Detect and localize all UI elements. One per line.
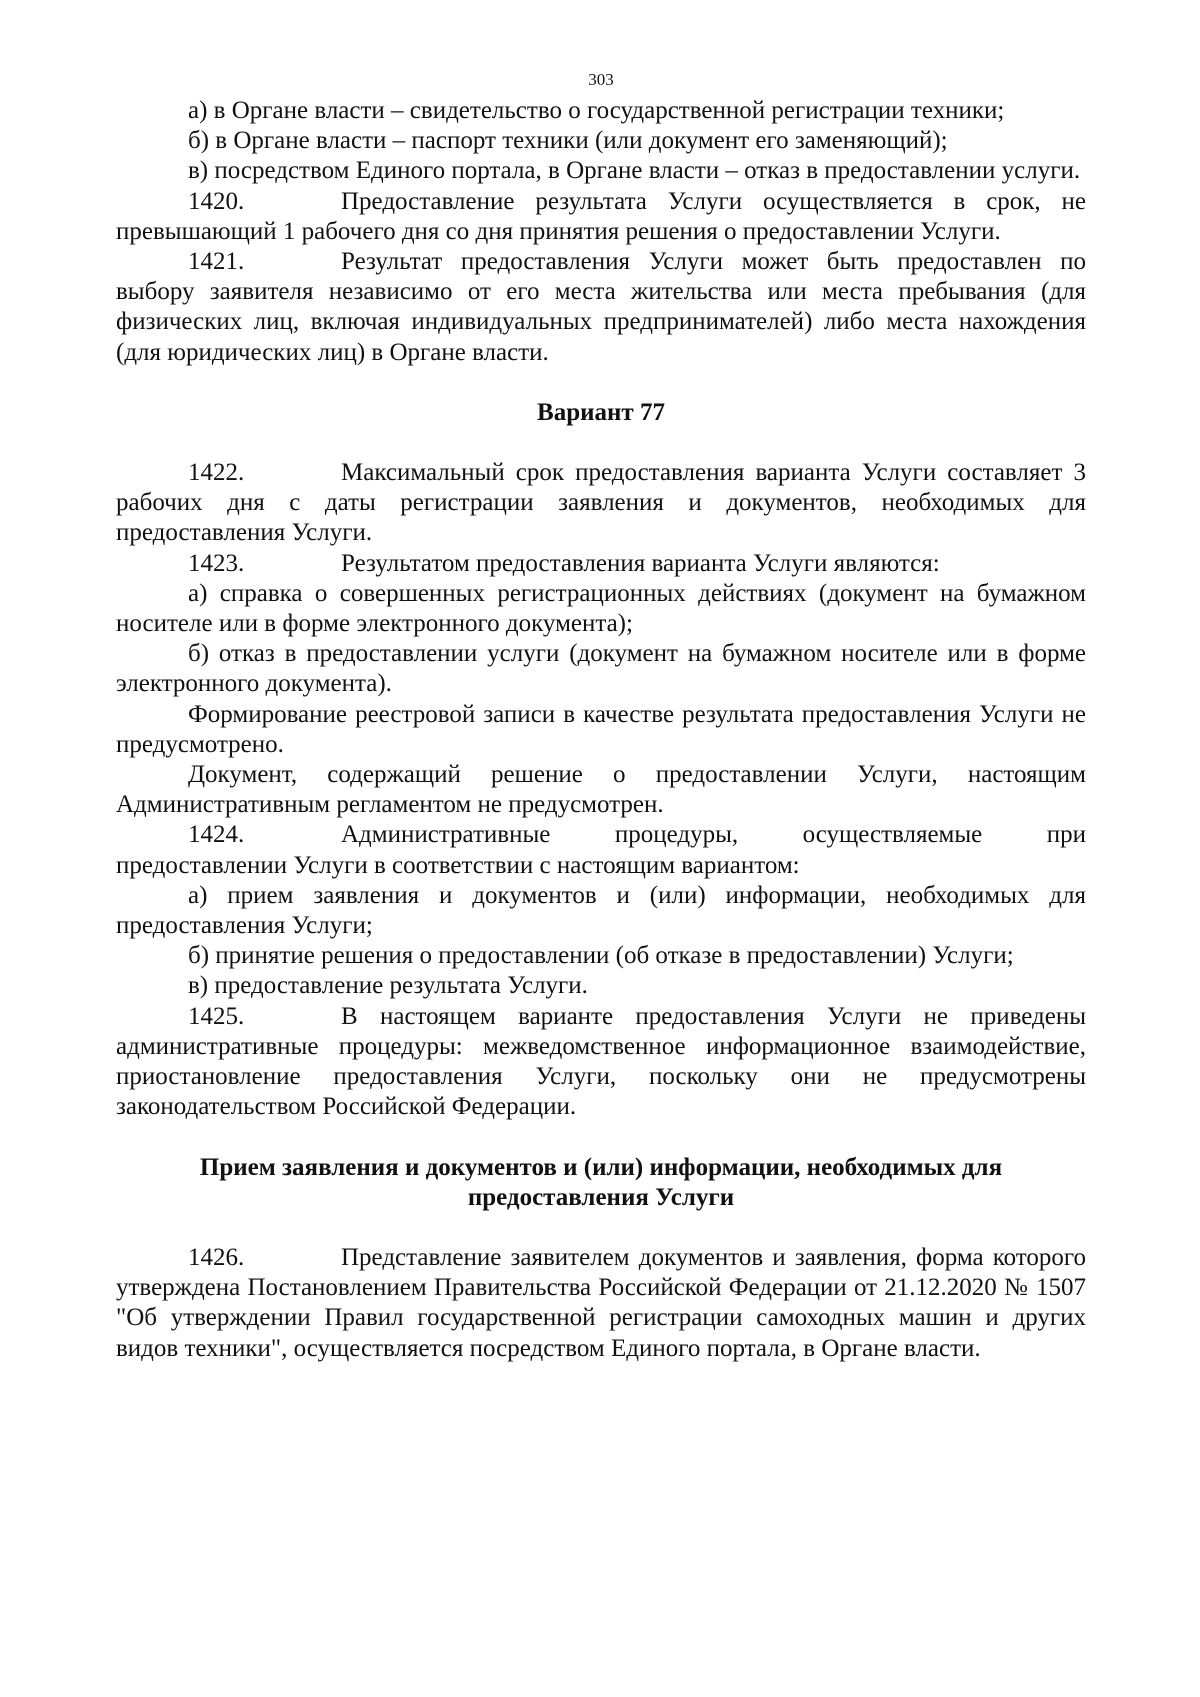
paragraph-number: 1422. [188, 459, 245, 487]
paragraph-text: Предоставление результата Услуги осуществляется в срок, не превышающий 1 рабочего дня со дня принятия решения о предоставлении Услуги. [116, 187, 1086, 245]
paragraph-number: 1421. [188, 248, 245, 276]
paragraph-text: Представление заявителем документов и заявления, форма которого утверждена Постановлением Правительства Российской Федерации от 21.12.2020 № 1507 "Об утверждении Правил государственной регистрации самоходных машин и других видов техники", осуществляется посредством Единого портала, в Органе власти. [116, 1243, 1086, 1362]
numbered-paragraph-1423 [116, 549, 1086, 579]
paragraph-number: 1426. [188, 1243, 245, 1271]
paragraph: Формирование реестровой записи в качестве результата предоставления Услуги не предусмотрено. [116, 700, 1086, 758]
page-number: 303 [588, 70, 614, 89]
numbered-paragraph-1424 [116, 820, 1086, 880]
heading-line: Прием заявления и документов и (или) информации, необходимых для [199, 1153, 1003, 1181]
paragraph-text: Административные процедуры, осуществляемые при предоставлении Услуги в соответствии с настоящим вариантом: [116, 821, 1086, 879]
document-page [116, 70, 1086, 1364]
numbered-paragraph-1420 [116, 187, 1086, 247]
paragraph: Документ, содержащий решение о предоставлении Услуги, настоящим Административным регламентом не предусмотрен. [116, 761, 1086, 819]
paragraph: б) отказ в предоставлении услуги (документ на бумажном носителе или в форме электронного документа). [116, 640, 1086, 698]
numbered-paragraph-1422 [116, 458, 1086, 549]
paragraph-number: 1425. [188, 1002, 245, 1030]
paragraph: в) посредством Единого портала, в Органе власти – отказ в предоставлении услуги. [188, 157, 1081, 185]
numbered-paragraph-1421 [116, 247, 1086, 368]
numbered-paragraph-1425 [116, 1002, 1086, 1123]
paragraph-text: Результатом предоставления варианта Услуги являются: [341, 549, 940, 577]
numbered-paragraph-1426 [116, 1243, 1086, 1364]
paragraph-text: Результат предоставления Услуги может быть предоставлен по выбору заявителя независимо от его места жительства или места пребывания (для физических лиц, включая индивидуальных предпринимателей) либо места нахождения (для юридических лиц) в Органе власти. [116, 248, 1086, 366]
paragraph-text: В настоящем варианте предоставления Услуги не приведены административные процедуры: межведомственное информационное взаимодействие, приостановление предоставления Услуги, поскольку они не предусмотрены законодательством Российской Федерации. [116, 1002, 1086, 1121]
paragraph: а) прием заявления и документов и (или) информации, необходимых для предоставления Услуги; [116, 881, 1086, 940]
paragraph-number: 1423. [188, 549, 245, 577]
paragraph: а) в Органе власти – свидетельство о государственной регистрации техники; [188, 97, 1005, 124]
paragraph: б) в Органе власти – паспорт техники (или документ его заменяющий); [188, 127, 948, 155]
paragraph: б) принятие решения о предоставлении (об отказе в предоставлении) Услуги; [188, 942, 1014, 970]
heading-line: предоставления Услуги [467, 1183, 735, 1211]
section-heading: Вариант 77 [537, 398, 665, 426]
paragraph-number: 1420. [188, 187, 245, 215]
section-heading [116, 1153, 1086, 1213]
paragraph: в) предоставление результата Услуги. [188, 972, 588, 1000]
paragraph: а) справка о совершенных регистрационных действиях (документ на бумажном носителе или в форме электронного документа); [116, 579, 1086, 638]
paragraph-text: Максимальный срок предоставления варианта Услуги составляет 3 рабочих дня с даты регистрации заявления и документов, необходимых для предоставления Услуги. [116, 459, 1086, 547]
paragraph-number: 1424. [188, 821, 245, 849]
